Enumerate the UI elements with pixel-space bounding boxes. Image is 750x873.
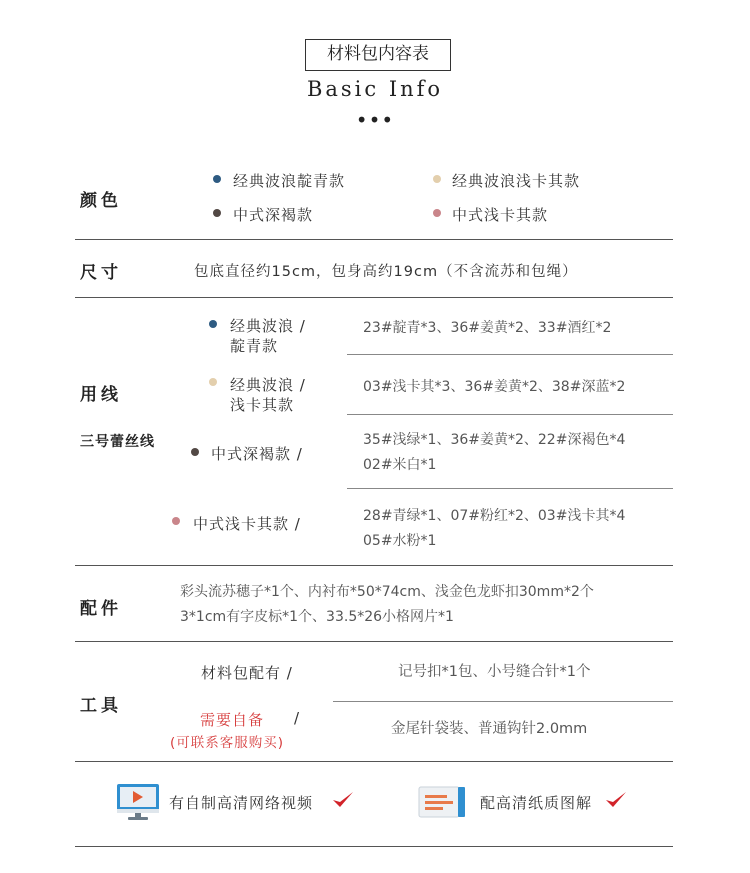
parts-line-2: 3*1cm有字皮标*1个、33.5*26小格网片*1 [180,609,454,625]
color-label: 颜色 [80,191,122,211]
divider [75,761,673,762]
tools-self-value: 金尾针袋装、普通钩针2.0mm [391,721,588,737]
yarn-row-name: 经典波浪 / [230,376,306,394]
divider [75,239,673,240]
yarn-row-name: 中式深褐款 / [211,445,303,463]
parts-line-1: 彩头流苏穗子*1个、内衬布*50*74cm、浅金色龙虾扣30mm*2个 [180,584,594,600]
row-divider [333,701,673,702]
tools-included-label: 材料包配有 / [201,664,293,682]
color-option-label: 经典波浪靛青款 [233,172,346,190]
page-title: 材料包内容表 [305,39,451,71]
check-icon [331,790,355,814]
yarn-row-name: 中式浅卡其款 / [193,515,301,533]
check-icon [604,790,628,814]
yarn-row-value: 05#水粉*1 [363,533,437,549]
tools-self-label: 需要自备 [200,711,265,729]
yarn-row-value: 35#浅绿*1、36#姜黄*2、22#深褐色*4 [363,432,626,448]
parts-label: 配件 [80,599,122,619]
divider [75,297,673,298]
yarn-row-value: 03#浅卡其*3、36#姜黄*2、38#深蓝*2 [363,379,626,395]
tools-included-value: 记号扣*1包、小号缝合针*1个 [398,664,591,680]
pink-dot-icon [433,209,441,217]
tools-label: 工具 [80,696,122,716]
yarn-row-value: 28#青绿*1、07#粉红*2、03#浅卡其*4 [363,508,626,524]
yarn-label: 用线 [80,385,122,405]
tools-self-note: (可联系客服购买) [170,735,285,751]
paper-guide-icon [418,785,468,819]
color-option-label: 中式浅卡其款 [452,206,549,224]
brown-dot-icon [213,209,221,217]
video-text: 有自制高清网络视频 [169,794,314,812]
yarn-sublabel: 三号蕾丝线 [80,434,155,450]
yarn-row-name: 经典波浪 / [230,317,306,335]
row-divider [347,488,673,489]
beige-dot-icon [209,378,217,386]
pink-dot-icon [172,517,180,525]
size-text: 包底直径约15cm，包身高约19cm（不含流苏和包绳） [194,264,578,280]
page-subtitle: Basic Info [306,77,444,101]
size-label: 尺寸 [80,263,122,283]
yarn-row-value: 02#米白*1 [363,457,437,473]
video-icon [116,783,160,821]
row-divider [347,354,673,355]
yarn-row-value: 23#靛青*3、36#姜黄*2、33#酒红*2 [363,320,612,336]
yarn-row-name: 靛青款 [230,337,279,355]
yarn-row-name: 浅卡其款 [230,396,295,414]
decorative-dots: ••• [355,108,395,132]
color-option-label: 中式深褐款 [233,206,314,224]
row-divider [347,414,673,415]
divider [75,846,673,847]
divider [75,641,673,642]
divider [75,565,673,566]
tools-self-slash: / [294,709,301,727]
beige-dot-icon [433,175,441,183]
color-option-label: 经典波浪浅卡其款 [452,172,581,190]
brown-dot-icon [191,448,199,456]
paper-text: 配高清纸质图解 [480,794,593,812]
navy-dot-icon [209,320,217,328]
navy-dot-icon [213,175,221,183]
